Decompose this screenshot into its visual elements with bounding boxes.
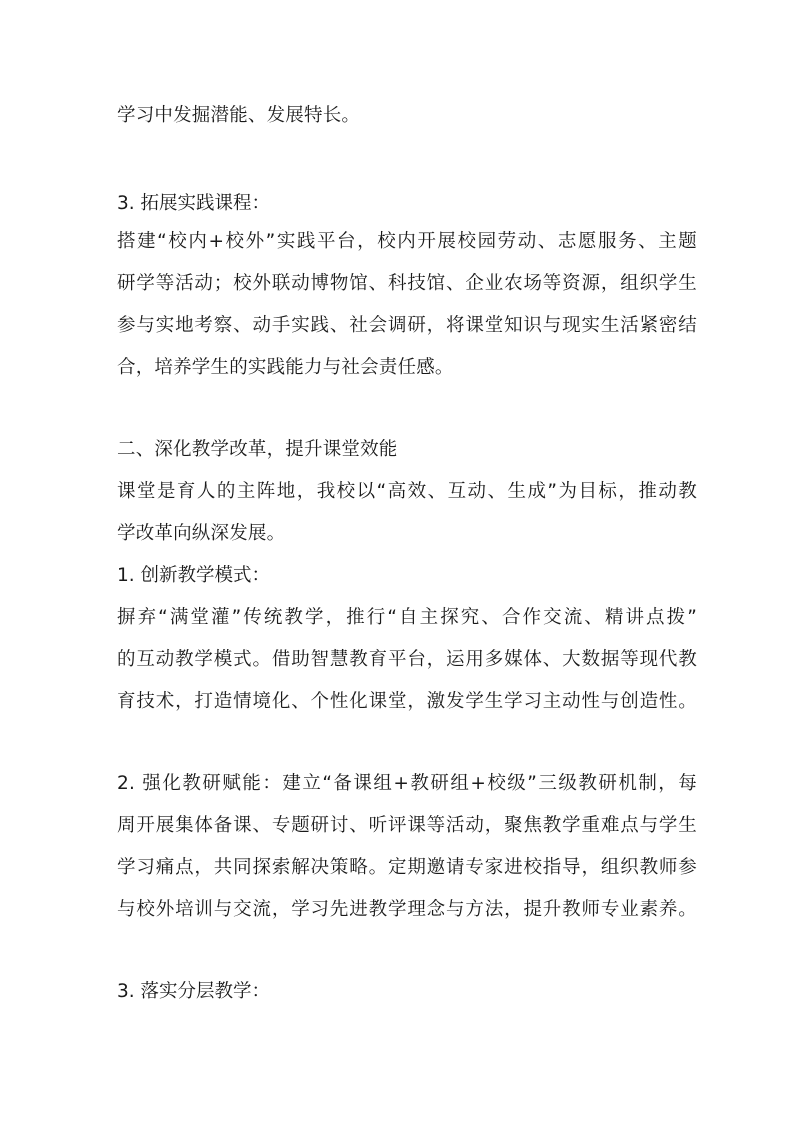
paragraph-line: 学习痛点，共同探索解决策略。定期邀请专家进校指导，组织教师参 bbox=[117, 857, 697, 878]
paragraph-line: 学习中发掘潜能、发展特长。 bbox=[117, 105, 361, 126]
paragraph-line: 的互动教学模式。借助智慧教育平台，运用多媒体、大数据等现代教 bbox=[117, 649, 697, 670]
paragraph-line: 研学等活动；校外联动博物馆、科技馆、企业农场等资源，组织学生 bbox=[117, 273, 697, 294]
section-heading: 3. 拓展实践课程： bbox=[117, 193, 271, 214]
section-heading: 3. 落实分层教学： bbox=[117, 981, 271, 1002]
paragraph-line: 育技术，打造情境化、个性化课堂，激发学生学习主动性与创造性。 bbox=[117, 691, 697, 712]
paragraph-line: 合，培养学生的实践能力与社会责任感。 bbox=[117, 357, 454, 378]
chapter-heading: 二、深化教学改革，提升课堂效能 bbox=[117, 439, 398, 460]
paragraph-line: 学改革向纵深发展。 bbox=[117, 523, 286, 544]
paragraph-line: 摒弃“满堂灌”传统教学，推行“自主探究、合作交流、精讲点拨” bbox=[117, 607, 697, 628]
paragraph-line: 课堂是育人的主阵地，我校以“高效、互动、生成”为目标，推动教 bbox=[117, 481, 697, 502]
paragraph-line: 参与实地考察、动手实践、社会调研，将课堂知识与现实生活紧密结 bbox=[117, 315, 697, 336]
section-heading: 1. 创新教学模式： bbox=[117, 565, 271, 586]
paragraph-line: 2. 强化教研赋能：建立“备课组+教研组+校级”三级教研机制，每 bbox=[117, 773, 697, 794]
paragraph-line: 与校外培训与交流，学习先进教学理念与方法，提升教师专业素养。 bbox=[117, 899, 697, 920]
paragraph-line: 周开展集体备课、专题研讨、听评课等活动，聚焦教学重难点与学生 bbox=[117, 815, 697, 836]
paragraph-line: 搭建“校内+校外”实践平台，校内开展校园劳动、志愿服务、主题 bbox=[117, 231, 697, 252]
